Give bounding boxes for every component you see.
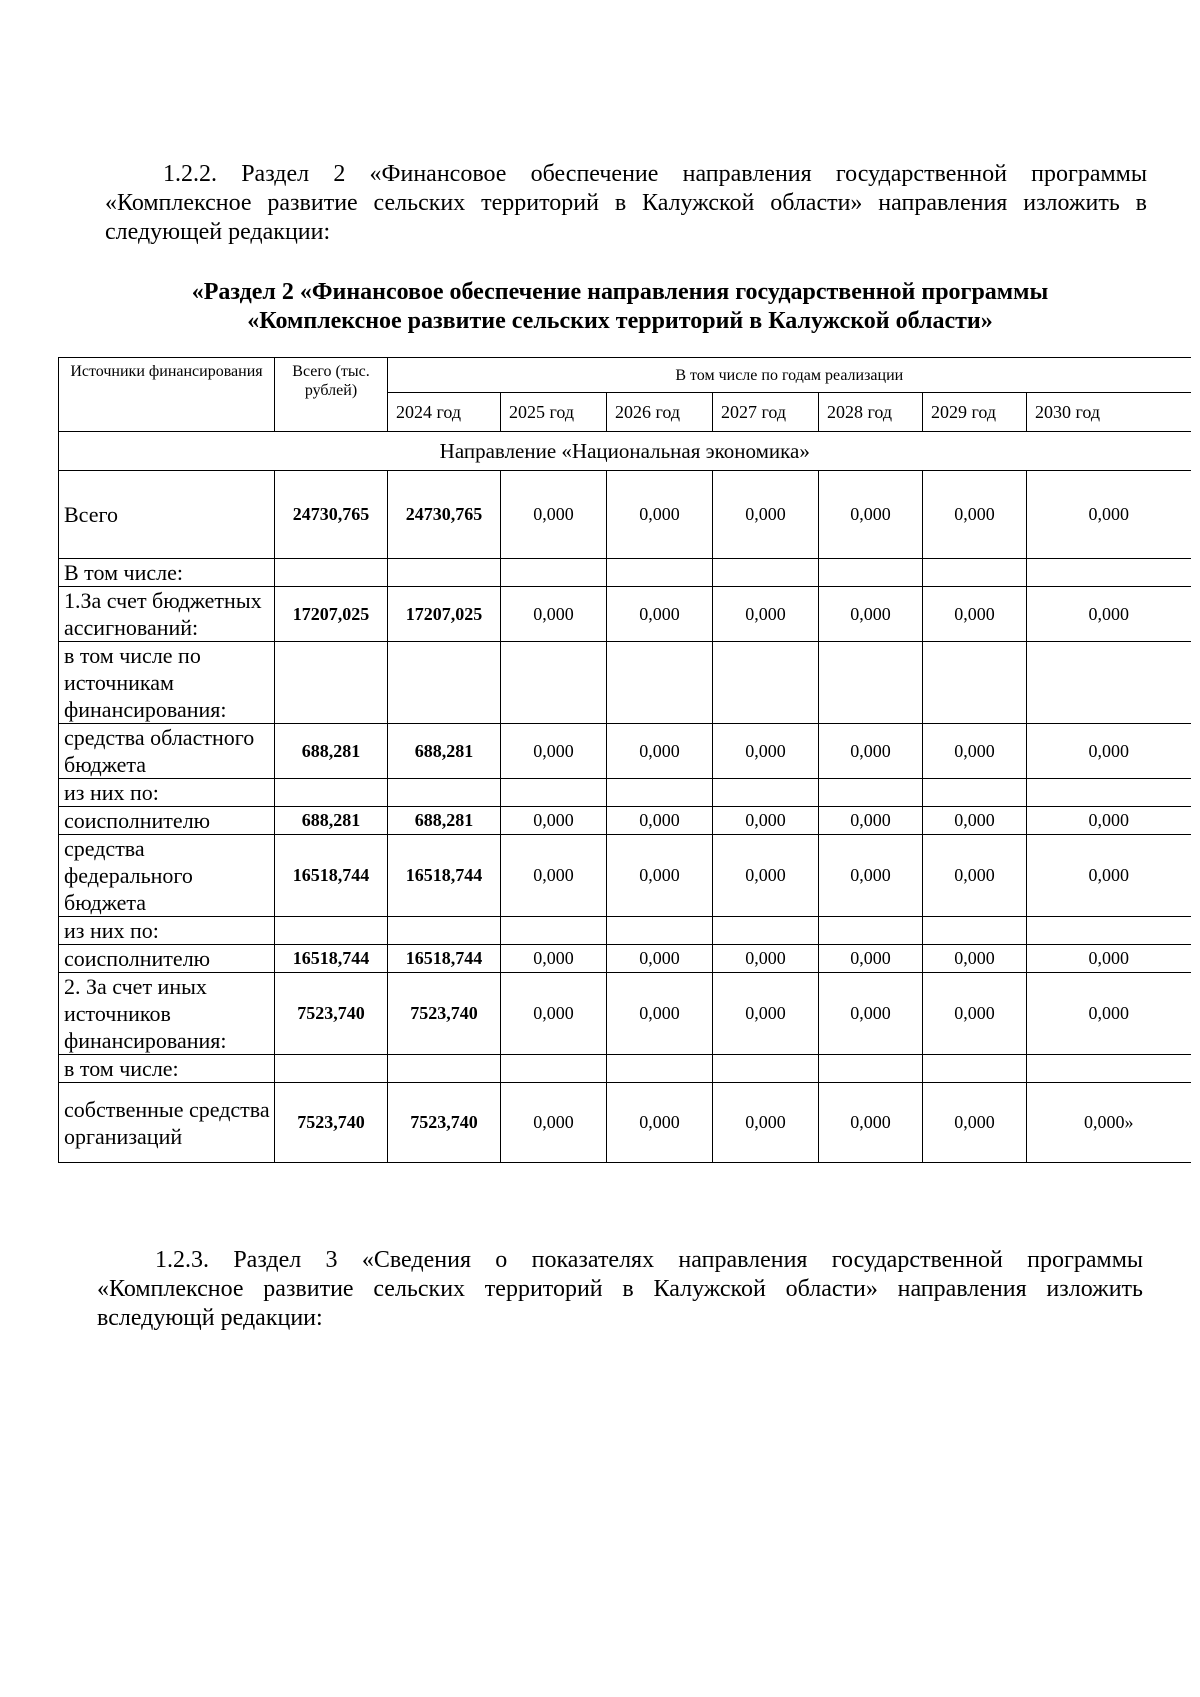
- cell-year-2025: 0,000: [501, 471, 607, 559]
- table-row: [59, 724, 1191, 779]
- cell-year-2026: [607, 917, 713, 945]
- cell-year-2029: 0,000: [923, 471, 1027, 559]
- cell-year-2027: 0,000: [713, 1083, 819, 1163]
- cell-year-2025: [501, 642, 607, 724]
- cell-year-2025: [501, 559, 607, 587]
- cell-year-2025: 0,000: [501, 835, 607, 917]
- table-row: [59, 945, 1191, 973]
- cell-total: 688,281: [275, 807, 388, 835]
- row-label: в том числе по источникам финансирования:: [59, 642, 275, 724]
- cell-year-2025: 0,000: [501, 807, 607, 835]
- header-year-2027: 2027 год: [713, 393, 819, 432]
- cell-year-2026: 0,000: [607, 724, 713, 779]
- cell-year-2027: 0,000: [713, 587, 819, 642]
- table-row: [59, 642, 1191, 724]
- row-label: 1.За счет бюджетных ассигнований:: [59, 587, 275, 642]
- row-label: из них по:: [59, 917, 275, 945]
- header-year-2024: 2024 год: [388, 393, 501, 432]
- cell-total: [275, 917, 388, 945]
- cell-total: [275, 559, 388, 587]
- cell-year-2030: 0,000: [1027, 587, 1191, 642]
- row-label: в том числе:: [59, 1055, 275, 1083]
- cell-year-2029: [923, 559, 1027, 587]
- header-year-2029: 2029 год: [923, 393, 1027, 432]
- cell-year-2030: [1027, 559, 1191, 587]
- section-heading-line-1: «Раздел 2 «Финансовое обеспечение направления государственной программы: [191, 279, 1049, 305]
- section-heading-line-2: «Комплексное развитие сельских территорий в Калужской области»: [247, 308, 993, 334]
- cell-year-2027: [713, 559, 819, 587]
- header-year-2026: 2026 год: [607, 393, 713, 432]
- row-label: средства областного бюджета: [59, 724, 275, 779]
- cell-year-2030: 0,000: [1027, 945, 1191, 973]
- table-row: [59, 587, 1191, 642]
- table-row: [59, 1055, 1191, 1083]
- table-row: [59, 973, 1191, 1055]
- cell-year-2028: 0,000: [819, 945, 923, 973]
- cell-year-2024: 7523,740: [388, 973, 501, 1055]
- cell-year-2030: [1027, 1055, 1191, 1083]
- paragraph-1-text: 1.2.2. Раздел 2 «Финансовое обеспечение направления государственной программы «Комплексное развитие сельских территорий в Калужской области» направления изложить в следующей редакции:: [105, 161, 1147, 245]
- cell-year-2028: [819, 559, 923, 587]
- cell-year-2025: 0,000: [501, 724, 607, 779]
- cell-total: 17207,025: [275, 587, 388, 642]
- cell-year-2029: 0,000: [923, 587, 1027, 642]
- header-total: Всего (тыс. рублей): [275, 358, 388, 432]
- cell-year-2024: 16518,744: [388, 835, 501, 917]
- cell-year-2026: 0,000: [607, 587, 713, 642]
- cell-total: 7523,740: [275, 1083, 388, 1163]
- cell-year-2028: [819, 779, 923, 807]
- cell-total: 688,281: [275, 724, 388, 779]
- cell-year-2026: 0,000: [607, 835, 713, 917]
- cell-year-2028: 0,000: [819, 973, 923, 1055]
- row-label: средства федерального бюджета: [59, 835, 275, 917]
- header-year-2028: 2028 год: [819, 393, 923, 432]
- cell-year-2024: [388, 559, 501, 587]
- cell-year-2029: [923, 1055, 1027, 1083]
- cell-year-2026: [607, 559, 713, 587]
- cell-year-2025: [501, 1055, 607, 1083]
- paragraph-2: [97, 1246, 1143, 1333]
- cell-year-2024: [388, 642, 501, 724]
- financing-table: [58, 357, 1191, 1163]
- cell-total: 16518,744: [275, 945, 388, 973]
- table-row: [59, 559, 1191, 587]
- section-heading: [120, 278, 1120, 336]
- cell-total: 24730,765: [275, 471, 388, 559]
- cell-year-2029: 0,000: [923, 807, 1027, 835]
- cell-year-2029: 0,000: [923, 835, 1027, 917]
- cell-year-2027: [713, 779, 819, 807]
- paragraph-2-text: 1.2.3. Раздел 3 «Сведения о показателях направления государственной программы «Комплексное развитие сельских территорий в Калужской области» направления изложить вследующй редакции:: [97, 1247, 1143, 1331]
- cell-year-2024: 688,281: [388, 724, 501, 779]
- cell-year-2027: 0,000: [713, 724, 819, 779]
- cell-year-2026: [607, 1055, 713, 1083]
- cell-year-2027: 0,000: [713, 807, 819, 835]
- cell-year-2030: 0,000: [1027, 807, 1191, 835]
- header-year-2030: 2030 год: [1027, 393, 1191, 432]
- cell-year-2028: 0,000: [819, 807, 923, 835]
- cell-year-2024: 7523,740: [388, 1083, 501, 1163]
- cell-year-2026: [607, 642, 713, 724]
- cell-year-2029: [923, 779, 1027, 807]
- cell-year-2030: 0,000»: [1027, 1083, 1191, 1163]
- cell-year-2025: 0,000: [501, 973, 607, 1055]
- cell-year-2026: 0,000: [607, 1083, 713, 1163]
- cell-year-2030: 0,000: [1027, 471, 1191, 559]
- cell-year-2030: [1027, 917, 1191, 945]
- cell-year-2029: 0,000: [923, 945, 1027, 973]
- cell-total: [275, 1055, 388, 1083]
- cell-year-2029: 0,000: [923, 1083, 1027, 1163]
- cell-year-2030: [1027, 642, 1191, 724]
- cell-year-2027: [713, 642, 819, 724]
- table-row: [59, 807, 1191, 835]
- direction-row: [59, 432, 1191, 471]
- cell-total: [275, 642, 388, 724]
- cell-year-2029: [923, 917, 1027, 945]
- row-label: соисполнителю: [59, 945, 275, 973]
- cell-year-2026: 0,000: [607, 945, 713, 973]
- row-label: из них по:: [59, 779, 275, 807]
- cell-year-2025: 0,000: [501, 587, 607, 642]
- cell-year-2026: 0,000: [607, 807, 713, 835]
- cell-year-2024: [388, 917, 501, 945]
- table-row: [59, 1083, 1191, 1163]
- cell-year-2030: [1027, 779, 1191, 807]
- cell-year-2029: 0,000: [923, 724, 1027, 779]
- cell-year-2030: 0,000: [1027, 724, 1191, 779]
- cell-year-2024: [388, 779, 501, 807]
- cell-year-2025: [501, 917, 607, 945]
- table-row: [59, 471, 1191, 559]
- cell-year-2028: 0,000: [819, 724, 923, 779]
- paragraph-1: [105, 160, 1147, 247]
- cell-year-2027: 0,000: [713, 835, 819, 917]
- cell-total: 16518,744: [275, 835, 388, 917]
- header-by-years: В том числе по годам реализации: [388, 358, 1191, 393]
- cell-year-2025: 0,000: [501, 945, 607, 973]
- cell-year-2028: 0,000: [819, 1083, 923, 1163]
- cell-year-2028: [819, 1055, 923, 1083]
- cell-year-2028: 0,000: [819, 471, 923, 559]
- cell-year-2026: 0,000: [607, 973, 713, 1055]
- row-label: собственные средства организаций: [59, 1083, 275, 1163]
- row-label: соисполнителю: [59, 807, 275, 835]
- table-row: [59, 835, 1191, 917]
- row-label: В том числе:: [59, 559, 275, 587]
- cell-year-2027: [713, 1055, 819, 1083]
- cell-year-2024: 17207,025: [388, 587, 501, 642]
- cell-year-2030: 0,000: [1027, 973, 1191, 1055]
- cell-year-2027: 0,000: [713, 471, 819, 559]
- table-row: [59, 779, 1191, 807]
- cell-year-2024: 688,281: [388, 807, 501, 835]
- cell-year-2024: 16518,744: [388, 945, 501, 973]
- cell-year-2025: 0,000: [501, 1083, 607, 1163]
- header-sources: Источники финансирования: [59, 358, 275, 432]
- cell-year-2024: 24730,765: [388, 471, 501, 559]
- cell-year-2029: [923, 642, 1027, 724]
- table-row: [59, 917, 1191, 945]
- cell-year-2028: [819, 642, 923, 724]
- row-label: Всего: [59, 471, 275, 559]
- cell-year-2024: [388, 1055, 501, 1083]
- direction-label: Направление «Национальная экономика»: [59, 432, 1191, 471]
- cell-year-2025: [501, 779, 607, 807]
- cell-year-2027: [713, 917, 819, 945]
- cell-year-2027: 0,000: [713, 945, 819, 973]
- row-label: 2. За счет иных источников финансирования:: [59, 973, 275, 1055]
- cell-year-2027: 0,000: [713, 973, 819, 1055]
- cell-year-2030: 0,000: [1027, 835, 1191, 917]
- cell-year-2028: 0,000: [819, 587, 923, 642]
- cell-year-2026: 0,000: [607, 471, 713, 559]
- cell-year-2026: [607, 779, 713, 807]
- cell-total: 7523,740: [275, 973, 388, 1055]
- cell-total: [275, 779, 388, 807]
- cell-year-2028: [819, 917, 923, 945]
- cell-year-2028: 0,000: [819, 835, 923, 917]
- header-year-2025: 2025 год: [501, 393, 607, 432]
- cell-year-2029: 0,000: [923, 973, 1027, 1055]
